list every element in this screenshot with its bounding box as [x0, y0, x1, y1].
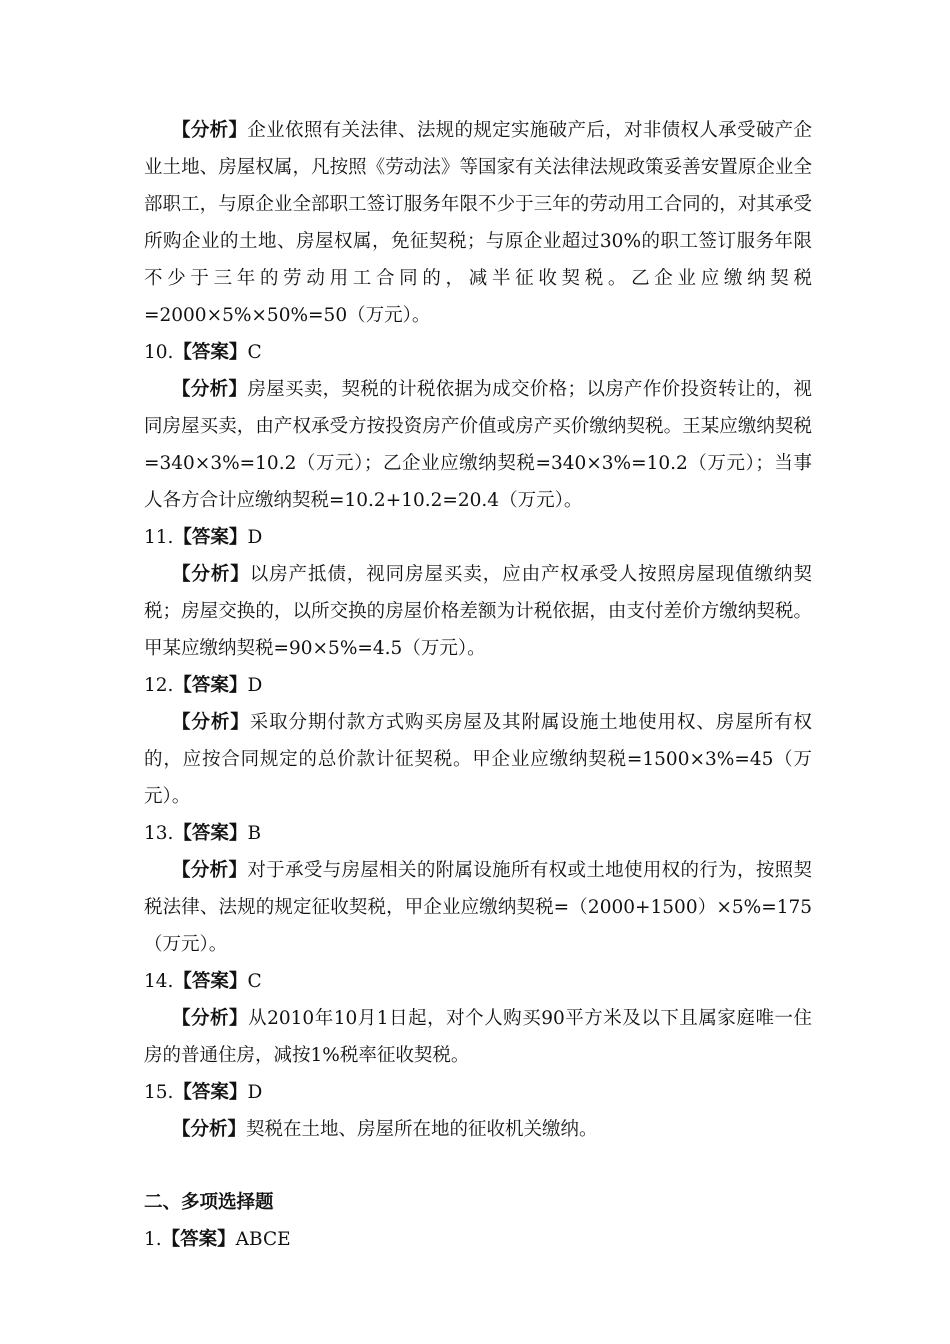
- analysis-paragraph-15: [144, 1111, 812, 1148]
- answer-value: D: [247, 675, 263, 696]
- answer-label: 【答案】: [161, 1229, 236, 1250]
- answer-line-15: [144, 1074, 812, 1111]
- question-number: 10.: [144, 342, 174, 363]
- question-number: 11.: [144, 527, 174, 548]
- analysis-text: 契税在土地、房屋所在地的征收机关缴纳。: [246, 1119, 598, 1140]
- analysis-label: 【分析】: [172, 379, 248, 400]
- answer-label: 【答案】: [173, 342, 248, 363]
- question-number: 12.: [144, 675, 174, 696]
- analysis-text: 企业依照有关法律、法规的规定实施破产后，对非债权人承受破产企业土地、房屋权属，凡按照《劳动法》等国家有关法律法规政策妥善安置原企业全部职工，与原企业全部职工签订服务年限不少于三年的劳动用工合同的，对其承受所购企业的土地、房屋权属，免征契税；与原企业超过30%的职工签订服务年限不少于三年的劳动用工合同的，减半征收契税。乙企业应缴纳契税=2000×5%×50%=50（万元）。: [144, 120, 812, 326]
- answer-line-12: [144, 667, 812, 704]
- answer-line-11: [144, 519, 812, 556]
- analysis-text: 对于承受与房屋相关的附属设施所有权或土地使用权的行为，按照契税法律、法规的规定征收契税，甲企业应缴纳契税=（2000+1500）×5%=175（万元）。: [144, 860, 812, 955]
- analysis-label: 【分析】: [172, 860, 248, 881]
- analysis-text: 从2010年10月1日起，对个人购买90平方米及以下且属家庭唯一住房的普通住房，减按1%税率征收契税。: [144, 1008, 812, 1066]
- answer-content: [144, 112, 812, 1258]
- analysis-text: 房屋买卖，契税的计税依据为成交价格；以房产作价投资转让的，视同房屋买卖，由产权承受方按投资房产价值或房产买价缴纳契税。王某应缴纳契税=340×3%=10.2（万元）；乙企业应缴纳契税=340×3%=10.2（万元）；当事人各方合计应缴纳契税=10.2+10.2=20.4（万元）。: [144, 379, 812, 511]
- analysis-paragraph-14: [144, 1000, 812, 1074]
- analysis-label: 【分析】: [172, 1119, 247, 1140]
- answer-value: B: [247, 823, 262, 844]
- answer-label: 【答案】: [173, 1082, 248, 1103]
- analysis-label: 【分析】: [172, 120, 248, 141]
- analysis-label: 【分析】: [172, 1008, 249, 1029]
- analysis-paragraph-11: [144, 556, 812, 667]
- section-title: 二、多项选择题: [144, 1192, 274, 1213]
- question-number: 13.: [144, 823, 174, 844]
- question-number: 14.: [144, 971, 174, 992]
- question-number: 15.: [144, 1082, 174, 1103]
- answer-value: C: [247, 342, 262, 363]
- analysis-paragraph-9: [144, 112, 812, 334]
- answer-line-10: [144, 334, 812, 371]
- answer-value: ABCE: [235, 1229, 291, 1250]
- answer-line-14: [144, 963, 812, 1000]
- answer-label: 【答案】: [173, 971, 248, 992]
- answer-line-13: [144, 815, 812, 852]
- analysis-label: 【分析】: [172, 712, 250, 733]
- analysis-paragraph-13: [144, 852, 812, 963]
- answer-value: D: [247, 1082, 263, 1103]
- answer-label: 【答案】: [173, 675, 248, 696]
- answer-value: D: [247, 527, 263, 548]
- answer-label: 【答案】: [173, 527, 248, 548]
- analysis-text: 采取分期付款方式购买房屋及其附属设施土地使用权、房屋所有权的，应按合同规定的总价款计征契税。甲企业应缴纳契税=1500×3%=45（万元）。: [144, 712, 812, 807]
- answer-label: 【答案】: [173, 823, 248, 844]
- analysis-label: 【分析】: [172, 564, 250, 585]
- analysis-text: 以房产抵债，视同房屋买卖，应由产权承受人按照房屋现值缴纳契税；房屋交换的，以所交换的房屋价格差额为计税依据，由支付差价方缴纳契税。甲某应缴纳契税=90×5%=4.5（万元）。: [144, 564, 812, 659]
- answer-line-s2-1: [144, 1221, 812, 1258]
- analysis-paragraph-12: [144, 704, 812, 815]
- question-number: 1.: [144, 1229, 162, 1250]
- answer-value: C: [247, 971, 262, 992]
- analysis-paragraph-10: [144, 371, 812, 519]
